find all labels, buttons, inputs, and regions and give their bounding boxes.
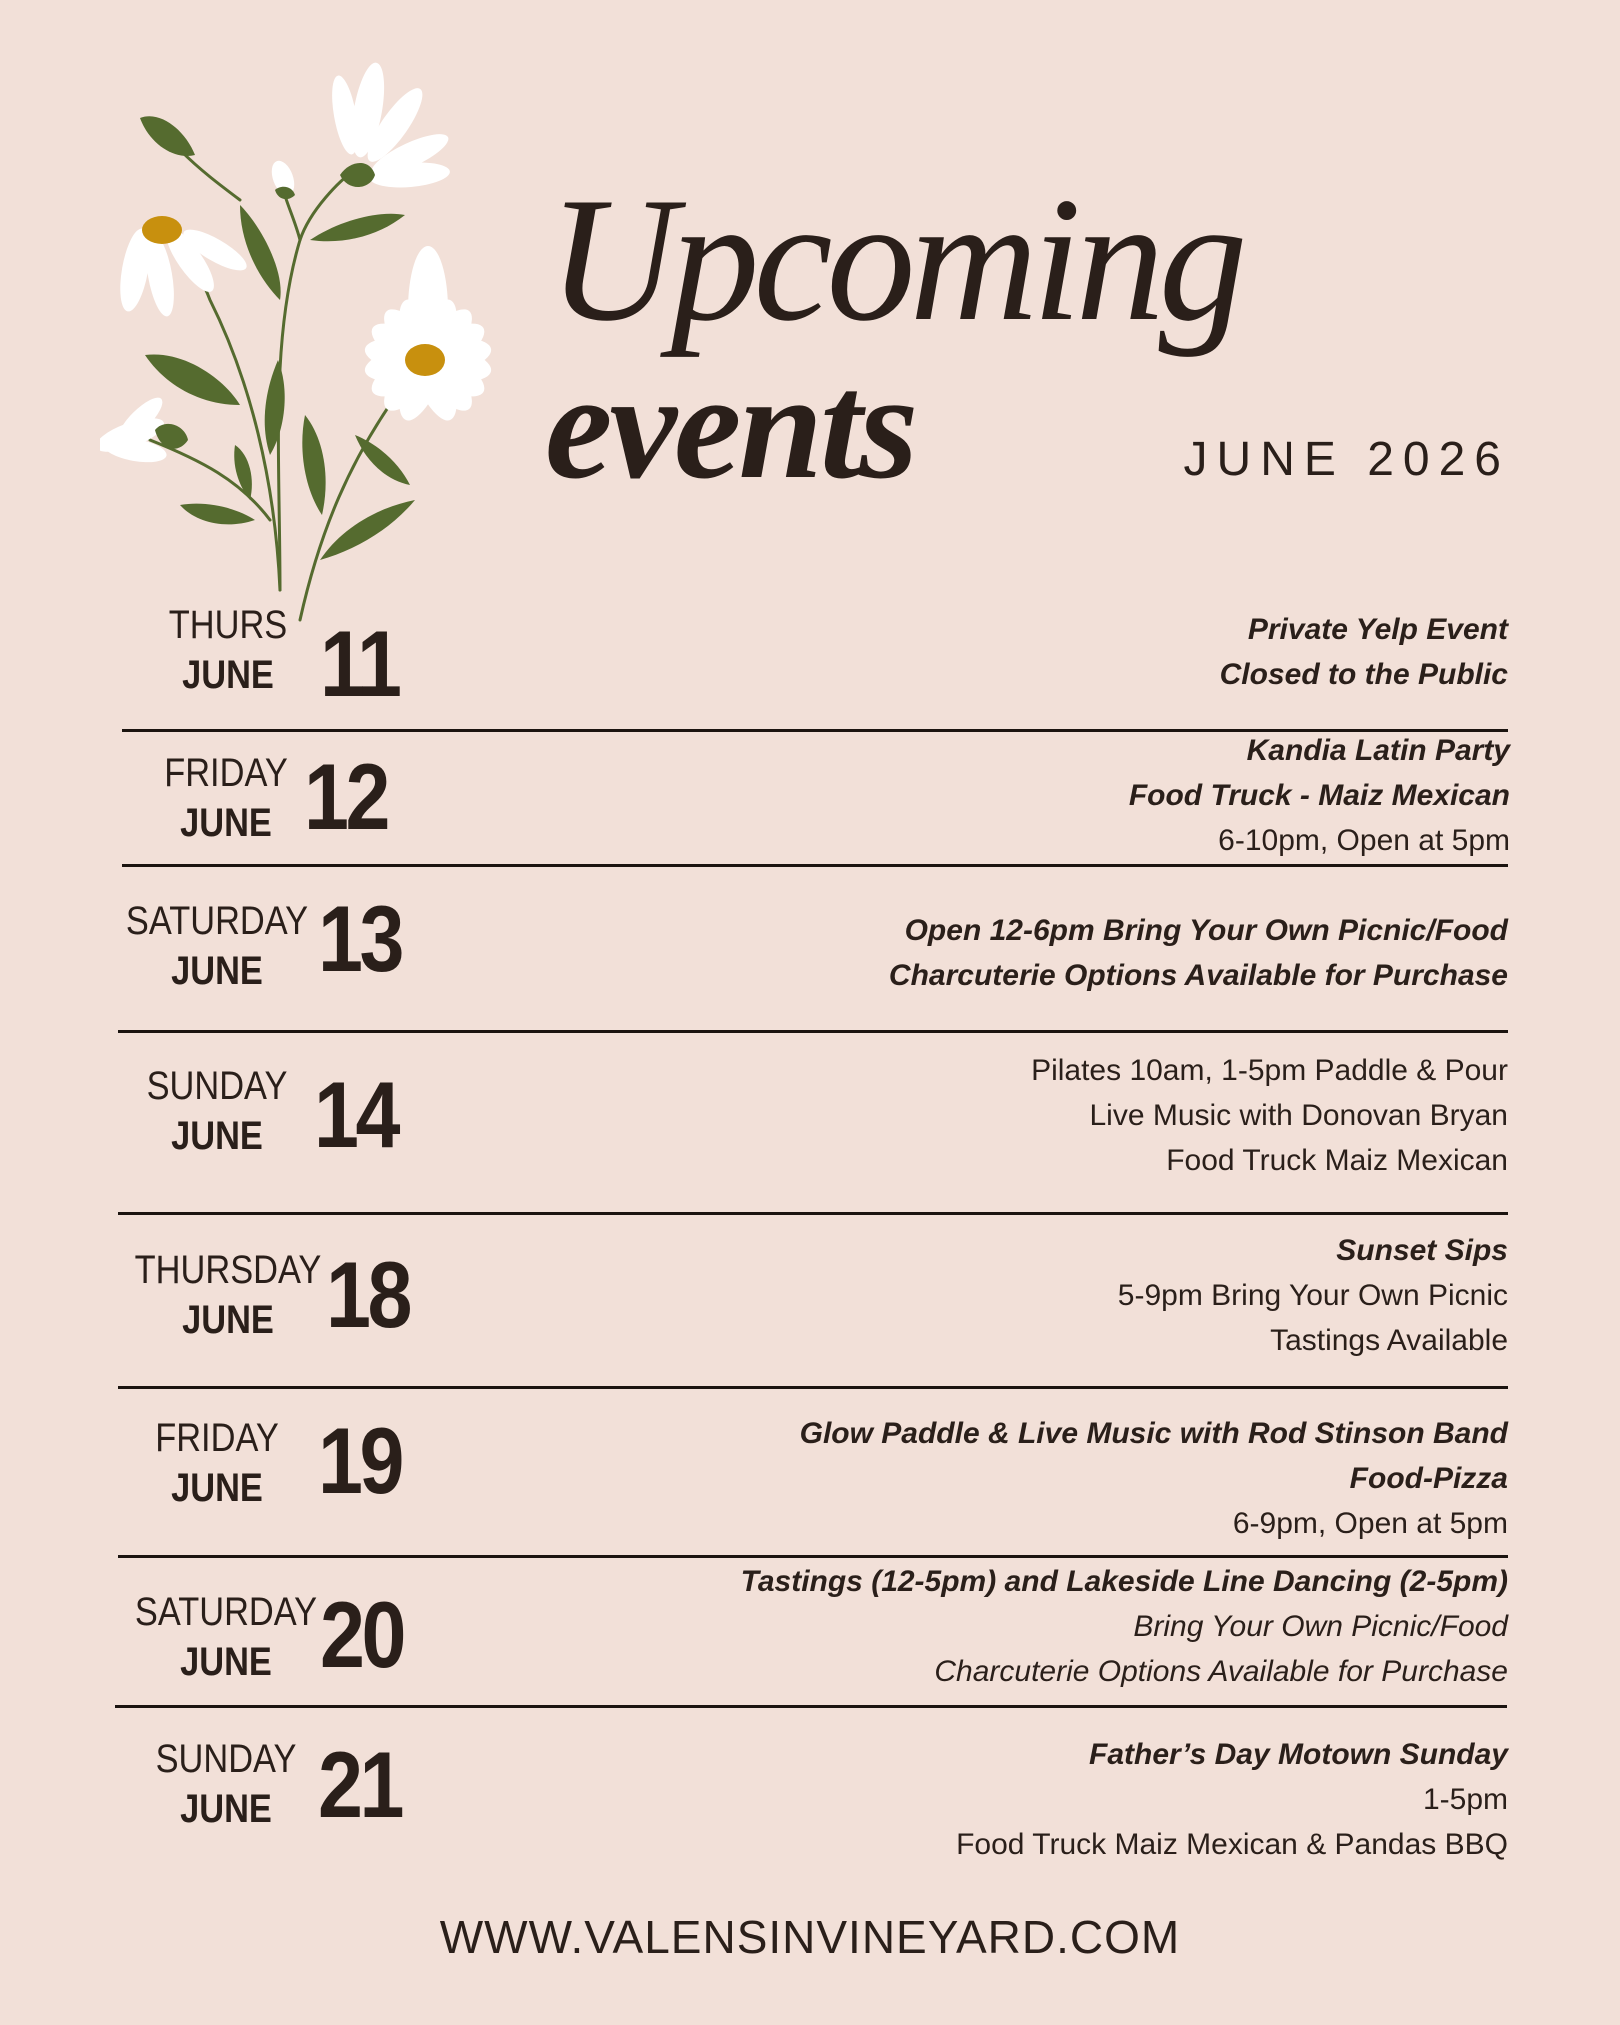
event-dayname: THURSDAY bbox=[134, 1248, 322, 1292]
event-day-number: 18 bbox=[326, 1242, 410, 1347]
event-month: JUNE bbox=[171, 1114, 263, 1158]
event-day-number: 11 bbox=[320, 611, 399, 716]
event-detail-line: Food Truck Maiz Mexican & Pandas BBQ bbox=[956, 1828, 1508, 1861]
event-details bbox=[889, 908, 1508, 998]
event-detail-line: Pilates 10am, 1-5pm Paddle & Pour bbox=[1031, 1054, 1508, 1087]
event-detail-line: 6-9pm, Open at 5pm bbox=[1232, 1507, 1508, 1540]
event-details bbox=[741, 1559, 1508, 1694]
event-details bbox=[1118, 1228, 1508, 1363]
event-month: JUNE bbox=[182, 1298, 274, 1342]
event-detail-line: Live Music with Donovan Bryan bbox=[1089, 1099, 1508, 1132]
event-detail-line: Bring Your Own Picnic/Food bbox=[1133, 1610, 1508, 1643]
event-details bbox=[800, 1411, 1508, 1546]
event-detail-line: Tastings (12-5pm) and Lakeside Line Dancing (2-5pm) bbox=[740, 1565, 1508, 1598]
row-divider bbox=[118, 1212, 1508, 1215]
row-divider bbox=[115, 1705, 1507, 1708]
title-events: events bbox=[545, 342, 916, 510]
event-detail-line: Private Yelp Event bbox=[1247, 613, 1508, 646]
event-month: JUNE bbox=[180, 1640, 272, 1684]
event-detail-line: Food Truck - Maiz Mexican bbox=[1128, 779, 1510, 812]
event-detail-line: Father’s Day Motown Sunday bbox=[1089, 1738, 1508, 1771]
event-day-number: 19 bbox=[318, 1408, 402, 1513]
event-details bbox=[956, 1732, 1508, 1867]
event-detail-line: Food-Pizza bbox=[1349, 1462, 1508, 1495]
event-month: JUNE bbox=[171, 1466, 263, 1510]
event-detail-line: Glow Paddle & Live Music with Rod Stinson Band bbox=[799, 1417, 1508, 1450]
event-detail-line: Sunset Sips bbox=[1336, 1234, 1508, 1267]
event-detail-line: Charcuterie Options Available for Purchase bbox=[934, 1655, 1508, 1688]
row-divider bbox=[118, 1555, 1508, 1558]
row-divider bbox=[118, 1386, 1508, 1389]
event-detail-line: Charcuterie Options Available for Purchase bbox=[888, 959, 1508, 992]
month-year-label: JUNE 2026 bbox=[1183, 433, 1510, 486]
event-dayname: SUNDAY bbox=[155, 1737, 297, 1781]
event-detail-line: 6-10pm, Open at 5pm bbox=[1218, 824, 1510, 857]
event-detail-line: Food Truck Maiz Mexican bbox=[1166, 1144, 1508, 1177]
event-detail-line: 1-5pm bbox=[1422, 1783, 1508, 1816]
event-day-number: 13 bbox=[318, 886, 402, 991]
event-day-number: 21 bbox=[318, 1732, 402, 1837]
event-dayname: FRIDAY bbox=[155, 1416, 279, 1460]
row-divider bbox=[122, 864, 1508, 867]
event-detail-line: Kandia Latin Party bbox=[1246, 734, 1510, 767]
event-month: JUNE bbox=[171, 949, 263, 993]
event-month: JUNE bbox=[180, 801, 272, 845]
website-link[interactable]: WWW.VALENSINVINEYARD.COM bbox=[439, 1911, 1181, 1963]
event-details bbox=[1220, 607, 1508, 697]
event-detail-line: Open 12-6pm Bring Your Own Picnic/Food bbox=[904, 914, 1508, 947]
title-upcoming: Upcoming bbox=[548, 160, 1242, 358]
event-details bbox=[1129, 728, 1510, 863]
event-dayname: THURS bbox=[168, 603, 288, 647]
event-dayname: FRIDAY bbox=[164, 751, 288, 795]
event-day-number: 12 bbox=[304, 744, 388, 849]
event-dayname: SUNDAY bbox=[146, 1064, 288, 1108]
event-detail-line: 5-9pm Bring Your Own Picnic bbox=[1117, 1279, 1508, 1312]
event-day-number: 20 bbox=[320, 1582, 404, 1687]
event-detail-line: Tastings Available bbox=[1270, 1324, 1508, 1357]
event-dayname: SATURDAY bbox=[125, 899, 309, 943]
event-day-number: 14 bbox=[314, 1062, 398, 1167]
event-month: JUNE bbox=[180, 1787, 272, 1831]
event-dayname: SATURDAY bbox=[134, 1590, 318, 1634]
event-detail-line: Closed to the Public bbox=[1219, 658, 1508, 691]
daisy-illustration bbox=[100, 60, 540, 640]
event-details bbox=[1031, 1048, 1508, 1183]
row-divider bbox=[118, 1030, 1508, 1033]
event-month: JUNE bbox=[182, 653, 274, 697]
